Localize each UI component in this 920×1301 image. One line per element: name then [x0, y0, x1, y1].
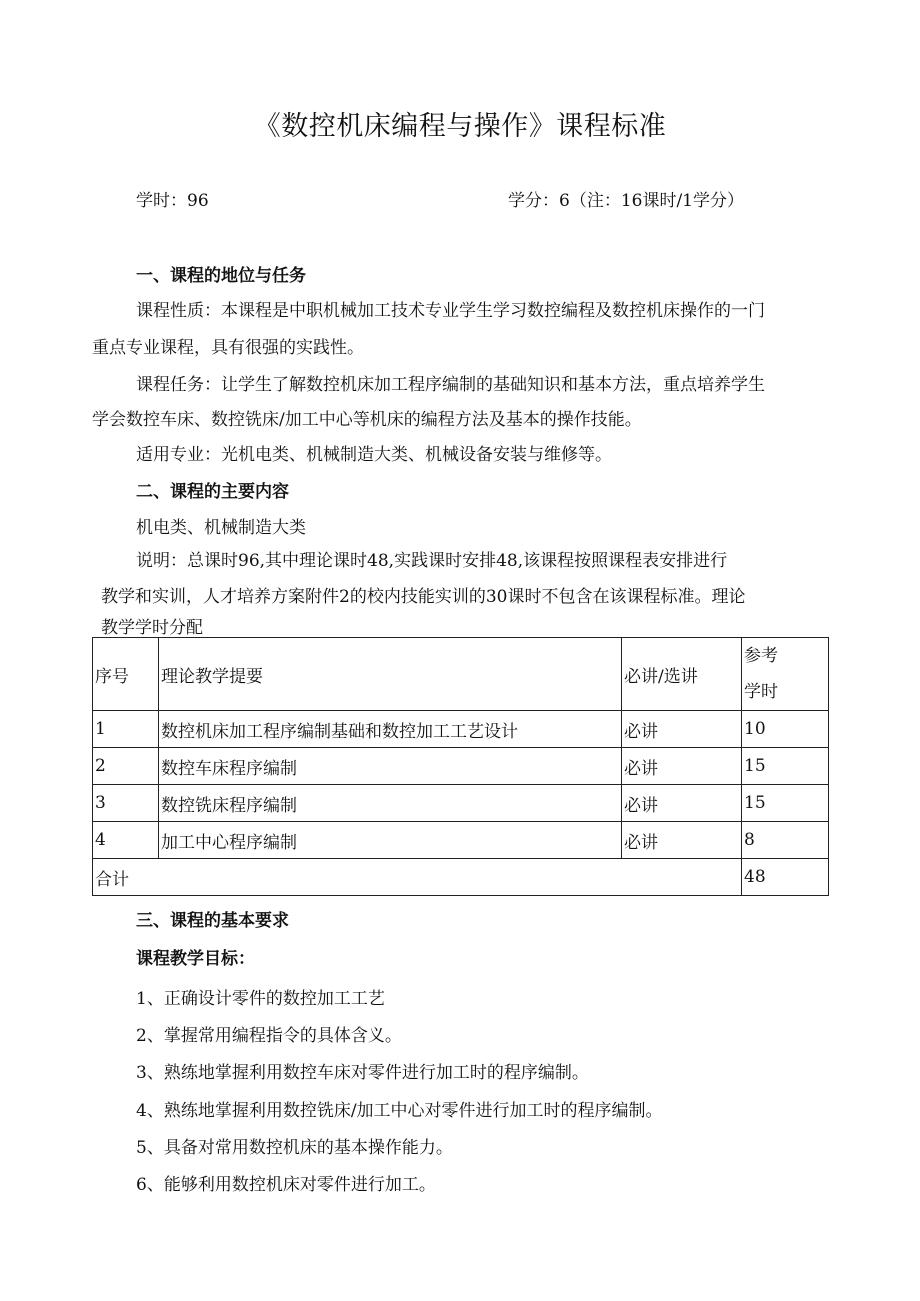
- hours-allocation-table: [92, 637, 829, 896]
- total-label: 合计: [93, 859, 742, 896]
- section-heading-requirements: 三、课程的基本要求: [136, 911, 289, 931]
- row-no: 1: [93, 711, 159, 748]
- header-no: 序号: [93, 638, 159, 711]
- section-heading-content: 二、课程的主要内容: [136, 482, 289, 502]
- course-category: 机电类、机械制造大类: [136, 518, 306, 538]
- course-hours: 学时：96: [136, 191, 209, 211]
- course-task-line-1: 课程任务：让学生了解数控机床加工程序编制的基础知识和基本方法，重点培养学生: [136, 375, 765, 395]
- row-outline: 数控车床程序编制: [159, 748, 622, 785]
- row-type: 必讲: [622, 748, 742, 785]
- row-outline: 数控铣床程序编制: [159, 785, 622, 822]
- goal-item-6: 6、能够利用数控机床对零件进行加工。: [136, 1175, 436, 1195]
- teaching-goals-heading: 课程教学目标：: [136, 949, 255, 969]
- header-ref-hours: [742, 638, 829, 711]
- total-hours: 48: [742, 859, 829, 896]
- table-total-row: [93, 859, 829, 896]
- hours-note-line-1: 说明：总课时96,其中理论课时48,实践课时安排48,该课程按照课程表安排进行: [136, 551, 728, 571]
- goal-item-2: 2、掌握常用编程指令的具体含义。: [136, 1026, 402, 1046]
- row-outline: 数控机床加工程序编制基础和数控加工工艺设计: [159, 711, 622, 748]
- table-row: [93, 785, 829, 822]
- row-type: 必讲: [622, 785, 742, 822]
- row-type: 必讲: [622, 822, 742, 859]
- header-ref-hours-line-1: 参考: [744, 646, 778, 666]
- course-nature-line-2: 重点专业课程，具有很强的实践性。: [92, 338, 364, 358]
- section-heading-status: 一、课程的地位与任务: [136, 266, 306, 286]
- goal-item-4: 4、熟练地掌握利用数控铣床/加工中心对零件进行加工时的程序编制。: [136, 1101, 663, 1121]
- row-no: 3: [93, 785, 159, 822]
- course-task-line-2: 学会数控车床、数控铣床/加工中心等机床的编程方法及基本的操作技能。: [92, 410, 642, 430]
- row-no: 4: [93, 822, 159, 859]
- row-hours: 10: [742, 711, 829, 748]
- table-row: [93, 748, 829, 785]
- row-hours: 8: [742, 822, 829, 859]
- header-ref-hours-line-2: 学时: [744, 682, 778, 702]
- hours-note-line-2: 教学和实训，人才培养方案附件2的校内技能实训的30课时不包含在该课程标准。理论: [101, 587, 746, 607]
- hours-note-line-3: 教学学时分配: [101, 618, 203, 638]
- header-type: 必讲/选讲: [622, 638, 742, 711]
- table-row: [93, 711, 829, 748]
- course-credits: 学分：6（注：16课时/1学分）: [508, 191, 744, 211]
- row-hours: 15: [742, 748, 829, 785]
- row-type: 必讲: [622, 711, 742, 748]
- applicable-majors: 适用专业：光机电类、机械制造大类、机械设备安装与维修等。: [136, 445, 612, 465]
- row-outline: 加工中心程序编制: [159, 822, 622, 859]
- page-title: 《数控机床编程与操作》课程标准: [253, 111, 667, 142]
- table-row: [93, 822, 829, 859]
- goal-item-1: 1、正确设计零件的数控加工工艺: [136, 989, 385, 1009]
- row-hours: 15: [742, 785, 829, 822]
- row-no: 2: [93, 748, 159, 785]
- table-header-row: [93, 638, 829, 711]
- goal-item-3: 3、熟练地掌握利用数控车床对零件进行加工时的程序编制。: [136, 1063, 589, 1083]
- header-outline: 理论教学提要: [159, 638, 622, 711]
- course-nature-line-1: 课程性质：本课程是中职机械加工技术专业学生学习数控编程及数控机床操作的一门: [136, 301, 765, 321]
- goal-item-5: 5、具备对常用数控机床的基本操作能力。: [136, 1138, 453, 1158]
